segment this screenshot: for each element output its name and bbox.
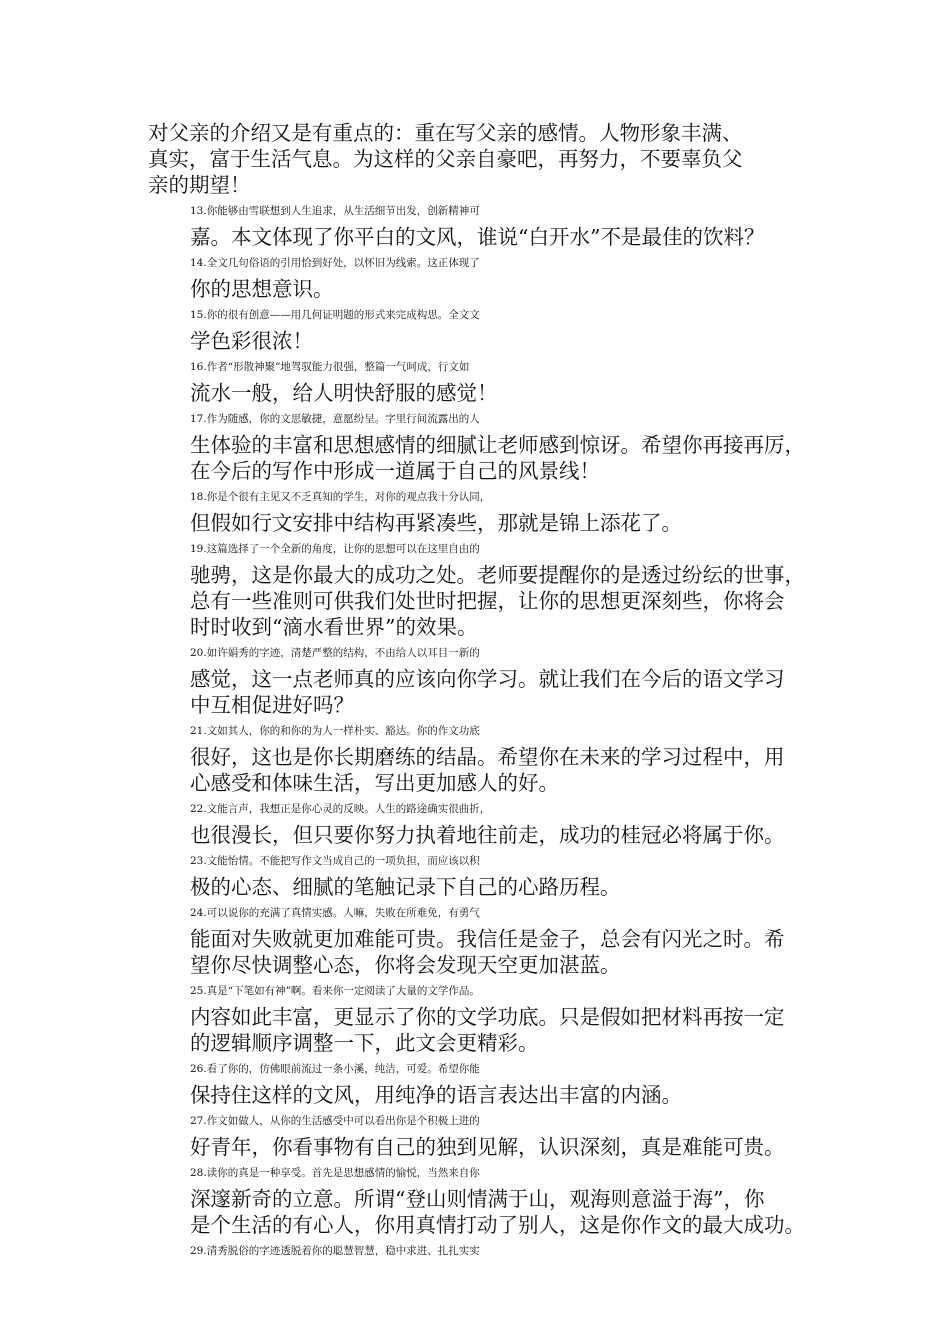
paragraph <box>148 120 808 198</box>
text-line: 19.这篇选择了一个全新的角度，让你的思想可以在这里自由的 <box>190 543 480 555</box>
text-line: 亲的期望！ <box>148 173 251 197</box>
paragraph <box>148 900 808 978</box>
text-line: 14.全文几句俗语的引用恰到好处，以怀旧为线索。这正体现了 <box>190 257 480 269</box>
text-line: 感觉，这一点老师真的应该向你学习。就让我们在今后的语文学习 <box>190 667 785 691</box>
document-body <box>148 120 808 1264</box>
text-line: 但假如行文安排中结构再紧凑些，那就是锦上添花了。 <box>190 511 682 535</box>
text-line: 好青年，你看事物有自己的独到见解，认识深刻，真是难能可贵。 <box>190 1135 785 1159</box>
text-line: 总有一些准则可供我们处世时把握，让你的思想更深刻些，你将会 <box>190 589 785 613</box>
text-line: 24.可以说你的充满了真情实感。人嘛，失败在所难免，有勇气 <box>190 907 480 919</box>
paragraph <box>148 718 808 796</box>
text-line: 的逻辑顺序调整一下，此文会更精彩。 <box>190 1031 539 1055</box>
text-line: 驰骋，这是你最大的成功之处。老师要提醒你的是透过纷纭的世事， <box>190 563 805 587</box>
text-line: 能面对失败就更加难能可贵。我信任是金子，总会有闪光之时。希 <box>190 927 785 951</box>
paragraph <box>148 1160 808 1238</box>
paragraph <box>148 978 808 1056</box>
paragraph <box>148 640 808 718</box>
text-line: 心感受和体味生活，写出更加感人的好。 <box>190 771 559 795</box>
text-line: 流水一般，给人明快舒服的感觉！ <box>190 381 498 405</box>
paragraph <box>148 796 808 848</box>
text-line: 真实，富于生活气息。为这样的父亲自豪吧，再努力，不要辜负父 <box>148 147 743 171</box>
text-line: 生体验的丰富和思想感情的细腻让老师感到惊讶。希望你再接再厉， <box>190 433 805 457</box>
text-line: 学色彩很浓！ <box>190 329 313 353</box>
text-line: 在今后的写作中形成一道属于自己的风景线！ <box>190 459 600 483</box>
paragraph <box>148 1238 808 1264</box>
text-line: 深邃新奇的立意。所谓“登山则情满于山，观海则意溢于海”，你 <box>190 1187 765 1211</box>
paragraph <box>148 198 808 250</box>
text-line: 29.清秀脱俗的字迹透脱着你的聪慧智慧，稳中求进、扎扎实实 <box>190 1245 480 1257</box>
text-line: 27.作文如做人，从你的生活感受中可以看出你是个积极上进的 <box>190 1115 480 1127</box>
paragraph <box>148 536 808 640</box>
paragraph <box>148 406 808 484</box>
text-line: 15.你的很有创意——用几何证明题的形式来完成构思。全文文 <box>190 309 480 321</box>
paragraph <box>148 302 808 354</box>
text-line: 16.作者“形散神聚”地驾驭能力很强，整篇一气呵成，行文如 <box>190 361 470 373</box>
text-line: 28.读你的真是一种享受。首先是思想感情的愉悦，当然来自你 <box>190 1167 480 1179</box>
text-line: 你的思想意识。 <box>190 277 334 301</box>
paragraph <box>148 848 808 900</box>
paragraph <box>148 1108 808 1160</box>
text-line: 嘉。本文体现了你平白的文风，谁说“白开水”不是最佳的饮料？ <box>190 225 765 249</box>
text-line: 是个生活的有心人，你用真情打动了别人，这是你作文的最大成功。 <box>190 1213 805 1237</box>
text-line: 26.看了你的，仿佛眼前流过一条小溪，纯洁，可爱。希望你能 <box>190 1063 480 1075</box>
text-line: 保持住这样的文风，用纯净的语言表达出丰富的内涵。 <box>190 1083 682 1107</box>
paragraph <box>148 354 808 406</box>
text-line: 内容如此丰富，更显示了你的文学功底。只是假如把材料再按一定 <box>190 1005 785 1029</box>
paragraph <box>148 250 808 302</box>
text-line: 18.你是个很有主见又不乏真知的学生，对你的观点我十分认同， <box>190 491 491 503</box>
text-line: 对父亲的介绍又是有重点的：重在写父亲的感情。人物形象丰满、 <box>148 121 743 145</box>
text-line: 17.作为随感，你的文思敏捷，意愿纷呈。字里行间流露出的人 <box>190 413 480 425</box>
text-line: 时时收到“滴水看世界”的效果。 <box>190 615 478 639</box>
paragraph <box>148 1056 808 1108</box>
text-line: 25.真是“下笔如有神”啊。看来你一定阅读了大量的文学作品。 <box>190 985 480 997</box>
text-line: 极的心态、细腻的笔触记录下自己的心路历程。 <box>190 875 621 899</box>
paragraph <box>148 484 808 536</box>
text-line: 中互相促进好吗？ <box>190 693 354 717</box>
text-line: 21.文如其人，你的和你的为人一样朴实、豁达。你的作文功底 <box>190 725 480 737</box>
text-line: 20.如许娟秀的字迹，清楚严整的结构，不由给人以耳目一新的 <box>190 647 480 659</box>
text-line: 23.文能怡情。不能把写作文当成自己的一项负担，而应该以积 <box>190 855 480 867</box>
text-line: 望你尽快调整心态，你将会发现天空更加湛蓝。 <box>190 953 621 977</box>
text-line: 也很漫长，但只要你努力执着地往前走，成功的桂冠必将属于你。 <box>190 823 785 847</box>
text-line: 13.你能够由雪联想到人生追求，从生活细节出发，创新精神可 <box>190 205 480 217</box>
text-line: 很好，这也是你长期磨练的结晶。希望你在未来的学习过程中，用 <box>190 745 785 769</box>
text-line: 22.文能言声，我想正是你心灵的反映。人生的路途确实很曲折， <box>190 803 491 815</box>
